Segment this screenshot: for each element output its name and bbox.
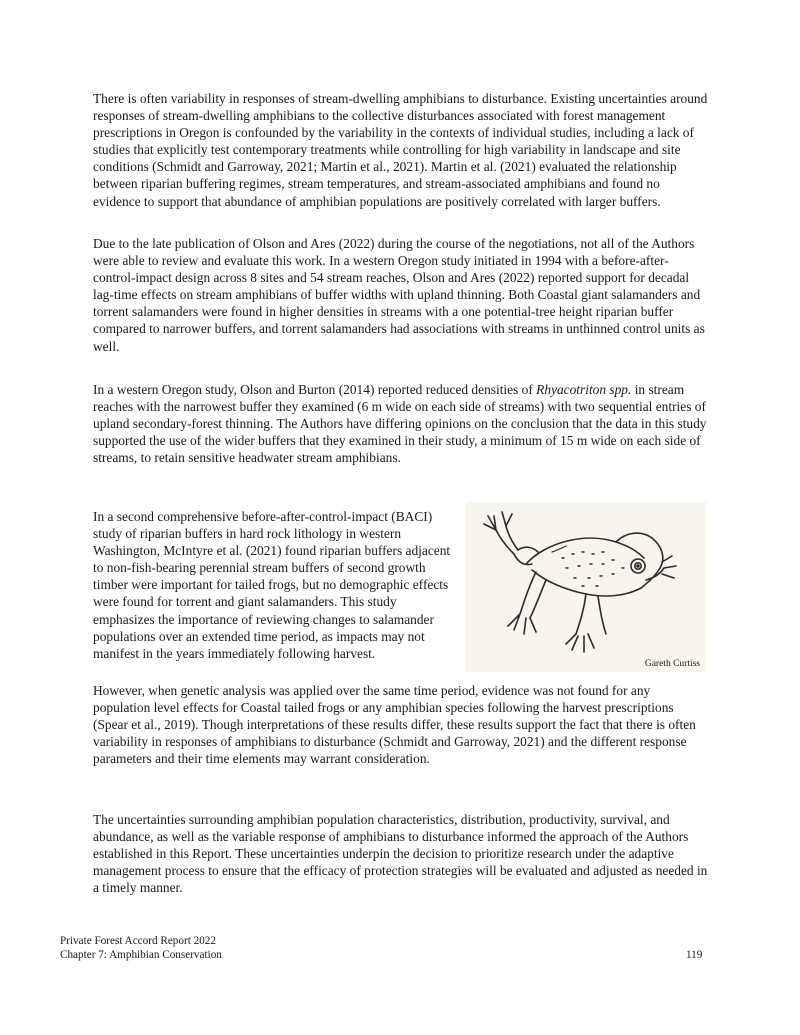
- page-footer: [60, 935, 222, 962]
- p3-text-after: in stream reaches with the narrowest buffer they examined (6 m wide on each side of streams) with two sequential entries of upland secondary-forest thinning. The Authors have differing opinions on the conclusion that the data in this study supported the use of the wider buffers that they examined in their study, a minimum of 15 m wide on each side of streams, to retain sensitive headwater stream amphibians.: [93, 382, 707, 466]
- paragraph-genetic-analysis: However, when genetic analysis was applied over the same time period, evidence was not found for any population level effects for Coastal tailed frogs or any amphibian species following the harvest prescriptions (Spear et al., 2019). Though interpretations of these results differ, these results support the fact that there is often variability in responses of amphibians to disturbance (Schmidt and Garroway, 2021) and the different response parameters and their time elements may warrant consideration.: [93, 683, 696, 767]
- footer-report-title: Private Forest Accord Report 2022: [60, 935, 216, 947]
- paragraph-olson-burton: [93, 381, 708, 466]
- frog-figure: [466, 502, 706, 672]
- footer-chapter-title: Chapter 7: Amphibian Conservation: [60, 948, 222, 961]
- paragraph-baci-study: In a second comprehensive before-after-control-impact (BACI) study of riparian buffers in hard rock lithology in western Washington, McIntyre et al. (2021) found riparian buffers adjacent to non-fish-bearing perennial stream buffers of second growth timber were important for tailed frogs, but no demographic effects were found for torrent and giant salamanders. This study emphasizes the importance of reviewing changes to salamander populations over an extended time period, as impacts may not manifest in the years immediately following harvest.: [93, 509, 451, 661]
- illustration-credit: Gareth Curtiss: [644, 659, 700, 669]
- p3-text-before: In a western Oregon study, Olson and Burton (2014) reported reduced densities of: [93, 382, 537, 397]
- frog-illustration-icon: [466, 502, 706, 672]
- paragraph-variability: There is often variability in responses of stream-dwelling amphibians to disturbance. Existing uncertainties around responses of stream-dwelling amphibians to the collective disturbances associated with forest management prescriptions in Oregon is confounded by the variability in the contexts of individual studies, including a lack of studies that explicitly test contemporary treatments while controlling for high variability in landscape and site conditions (Schmidt and Garroway, 2021; Martin et al., 2021). Martin et al. (2021) evaluated the relationship between riparian buffering regimes, stream temperatures, and stream-associated amphibians and found no evidence to support that abundance of amphibian populations are positively correlated with larger buffers.: [93, 91, 708, 209]
- page-number: 119: [686, 948, 703, 961]
- paragraph-olson-ares: Due to the late publication of Olson and Ares (2022) during the course of the negotiations, not all of the Authors were able to review and evaluate this work. In a western Oregon study initiated in 1994 with a before-after-control-impact design across 8 sites and 54 stream reaches, Olson and Ares (2022) reported support for decadal lag-time effects on stream amphibians of buffer widths with upland thinning. Both Coastal giant salamanders and torrent salamanders were found in higher densities in streams with a one potential-tree height riparian buffer compared to narrower buffers, and torrent salamanders had associations with streams in unthinned control units as well.: [93, 236, 705, 354]
- species-name-italic: Rhyacotriton spp.: [536, 382, 632, 397]
- paragraph-uncertainties: The uncertainties surrounding amphibian population characteristics, distribution, productivity, survival, and abundance, as well as the variable response of amphibians to disturbance informed the approach of the Authors established in this Report. These uncertainties underpin the decision to prioritize research under the adaptive management process to ensure that the efficacy of protection strategies will be evaluated and adjusted as needed in a timely manner.: [93, 812, 708, 896]
